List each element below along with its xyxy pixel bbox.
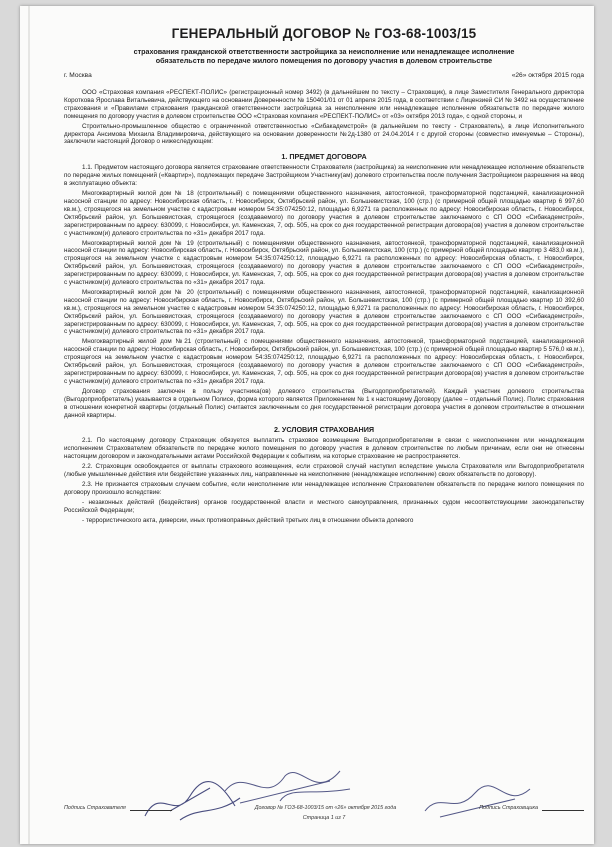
building-21: Многоквартирный жилой дом №21 (строительный) с помещениями общественного назначения, автостоянкой, трансформаторной подстанцией, канализационной насосной станции по адресу: Новосибирская область, г. Новосибирск, Октябрьский район, ул. Большевистская, 100 (стр.) (с примерной общей площадью квартир 5 576,0 кв.м.), строящегося на земельном участке с кадастровым номером 54:35:074250:12, площадью 6,9271 га расположенных по адресу: Новосибирская область, г. Новосибирск, Октябрьский район, ул. Большевистская, строящегося (создаваемого) по договору участия в долевом строительстве заключаемого с СП ООО «Сибакадемстрой», зарегистрированным по адресу: 630099, г. Новосибирск, ул. Каменская, 7, оф. 505, на срок со дня государственной регистрации договора(ов) участия в долевом строительстве с участником(и) долевого строительства по «31» декабря 2017 года. — [64, 338, 584, 385]
insurer-signature-label: Подпись Страховщика — [479, 805, 538, 811]
building-19: Многоквартирный жилой дом № 19 (строительный) с помещениями общественного назначения, автостоянкой, трансформаторной подстанцией, канализационной насосной станции по адресу: Новосибирская область, г. Новосибирск, Октябрьский район, ул. Большевистская, 100 (стр.) (с примерной общей площадью квартир 3 483,0 кв.м.), строящегося на земельном участке с кадастровым номером 54:35:074250:12, площадью 6,9271 га расположенных по адресу: Новосибирская область, г. Новосибирск, Октябрьский район, ул. Большевистская, строящегося (создаваемого) по договору участия в долевом строительстве заключаемого с СП ООО «Сибакадемстрой», зарегистрированным по адресу: 630099, г. Новосибирск, ул. Каменская, 7, оф. 505, на срок со дня государственной регистрации договора(ов) участия в долевом строительстве с участником(и) долевого строительства по «31» декабря 2017 года. — [64, 239, 584, 287]
beneficiary-clause: Договор страхования заключен в пользу участника(ов) долевого строительства (Выгодоприобретателей). Каждый участник долевого строительства (Выгодоприобретатель) указывается в отдельном Полисе, форма которого является Приложением № 1 к настоящему Договору (далее – отдельный Полис). Полис страхования в отношении конкретной квартиры (отдельный Полис) считается заключенным со дня государственной регистрации договора участия в долевом строительстве в отношении данной квартиры. — [64, 387, 584, 419]
document-title: ГЕНЕРАЛЬНЫЙ ДОГОВОР № ГОЗ-68-1003/15 — [171, 26, 477, 41]
page-number: Страница 1 из 7 — [302, 815, 346, 821]
clause-2-2: 2.2. Страховщик освобождается от выплаты страхового возмещения, если страховой случай наступил вследствие умысла Страхователя или Выгодоприобретателя (любые умышленные действия или бездействие указанных лиц, направленные на неисполнение (ненадлежащее исполнение) своих обязательств по договору). — [64, 463, 584, 479]
insured-signature-label: Подпись Страхователя — [64, 805, 126, 811]
footer-signature-row — [64, 804, 584, 811]
page-edge-shadow — [28, 6, 30, 844]
footer-contract-ref: Договор № ГОЗ-68-1003/15 от «26» октября 2015 года — [254, 805, 397, 811]
building-18: Многоквартирный жилой дом № 18 (строительный) с помещениями общественного назначения, автостоянкой, трансформаторной подстанцией, канализационной насосной станции по адресу: Новосибирская область, г. Новосибирск, Октябрьский район, ул. Большевистская, 100 (стр.) (с примерной общей площадью квартир 6 997,60 кв.м.), строящегося на земельном участке с кадастровым номером 54:35:074250:12, площадью 6,9271 га расположенных по адресу: Новосибирская область, г. Новосибирск, Октябрьский район, ул. Большевистская, строящегося (создаваемого) по договору участия в долевом строительстве заключаемого с СП ООО «Сибакадемстрой», зарегистрированным по адресу: 630099, г. Новосибирск, ул. Каменская, 7, оф. 505, на срок со дня государственной регистрации договора(ов) участия в долевом строительстве с участником(и) долевого строительства по «31» декабря 2017 года. — [64, 190, 584, 237]
insurer-signature — [479, 804, 584, 811]
clause-2-3: 2.3. Не признается страховым случаем событие, если неисполнение или ненадлежащее исполнение Страхователем обязательств по передаче жилого помещения по договору произошло вследствие: — [64, 480, 584, 496]
insured-signature — [64, 804, 172, 811]
place-date-row — [64, 72, 584, 79]
clause-1-1: 1.1. Предметом настоящего договора является страхование ответственности Страхователя (застройщика) за неисполнение или ненадлежащее исполнение обязательств по передаче жилых помещений («Квартир»), подлежащих передаче Застройщиком Участнику(ам) долевого строительства после получения Застройщиком разрешения на ввод в эксплуатацию объекта: — [64, 164, 584, 188]
document-page — [20, 6, 594, 844]
document-subtitle — [64, 47, 584, 65]
subtitle-line-1: страхования гражданской ответственности застройщика за неисполнение или ненадлежащее исполнение — [133, 47, 515, 56]
clause-2-3-item-2: - террористического акта, диверсии, иных противоправных действий третьих лиц в отношении объекта долевого — [82, 516, 414, 524]
clause-2-1: 2.1. По настоящему договору Страховщик обязуется выплатить страховое возмещение Выгодоприобретателям в связи с неисполнением или ненадлежащим исполнением Страхователем обязательств по передаче жилого помещения по договору участия в долевом строительстве по любым причинам, если они не отнесены настоящим договором и законодательными актами Российской Федерации к событиям, на которые страхование не распространяется. — [64, 437, 584, 461]
party-insurer: ООО «Страховая компания «РЕСПЕКТ-ПОЛИС» (регистрационный номер 3492) (в дальнейшем по тексту – Страховщик), в лице Заместителя Генерального директора Короткова Ярослава Витальевича, действующего на основании Доверенности № 150401/01 от 01 апреля 2015 года, в соответствии с Лицензией СИ № 3492 на осуществление страхования и «Правилами страхования гражданской ответственности застройщика за неисполнение или ненадлежащее исполнение обязательств по передаче жилого помещения по договору участия в долевом строительстве ООО «Страховая компания «РЕСПЕКТ-ПОЛИС» от «03» октября 2013 года», с одной стороны, и — [64, 89, 584, 120]
insured-signature-line — [130, 804, 172, 811]
subtitle-line-2: обязательств по передаче жилого помещения по договору участия в долевом строительстве — [155, 56, 493, 65]
section-1-heading: 1. ПРЕДМЕТ ДОГОВОРА — [281, 152, 367, 162]
party-insured: Строительно-промышленное общество с ограниченной ответственностью «Сибакадемстрой» (в дальнейшем по тексту - Страхователь), в лице Исполнительного директора Ансимова Михаила Владимировича, действующего на основании доверенности №2д-1380 от 24.04.2014 г с другой стороны (совместно именуемые – Стороны), заключили настоящий Договор о нижеследующем: — [64, 122, 584, 146]
section-2-heading: 2. УСЛОВИЯ СТРАХОВАНИЯ — [273, 425, 375, 435]
building-20: Многоквартирный жилой дом № 20 (строительный) с помещениями общественного назначения, автостоянкой, трансформаторной подстанцией, канализационной насосной станции по адресу: Новосибирская область, г. Новосибирск, Октябрьский район, ул. Большевистская, 100 (стр.) (с примерной общей площадью квартир 10 392,60 кв.м.), строящегося на земельном участке с кадастровым номером 54:35:074250:12, площадью 6,9271 га расположенных по адресу: Новосибирская область, г. Новосибирск, Октябрьский район, ул. Большевистская, строящегося (создаваемого) по договору участия в долевом строительстве заключаемого с СП ООО «Сибакадемстрой», зарегистрированным по адресу: 630099, г. Новосибирск, ул. Каменская, 7, оф. 505, на срок со дня государственной регистрации договора(ов) участия в долевом строительстве с участником(и) долевого строительства по «31» декабря 2017 года. — [64, 288, 584, 336]
city: г. Москва — [64, 72, 92, 79]
document-body — [64, 26, 584, 527]
insurer-signature-line — [542, 804, 584, 811]
contract-date: «26» октября 2015 года — [511, 72, 584, 79]
clause-2-3-item-1: - незаконных действий (бездействия) органов государственной власти и местного самоуправления, признанных судом несоответствующими законодательству Российской Федерации; — [64, 498, 584, 514]
page-footer — [64, 804, 584, 821]
